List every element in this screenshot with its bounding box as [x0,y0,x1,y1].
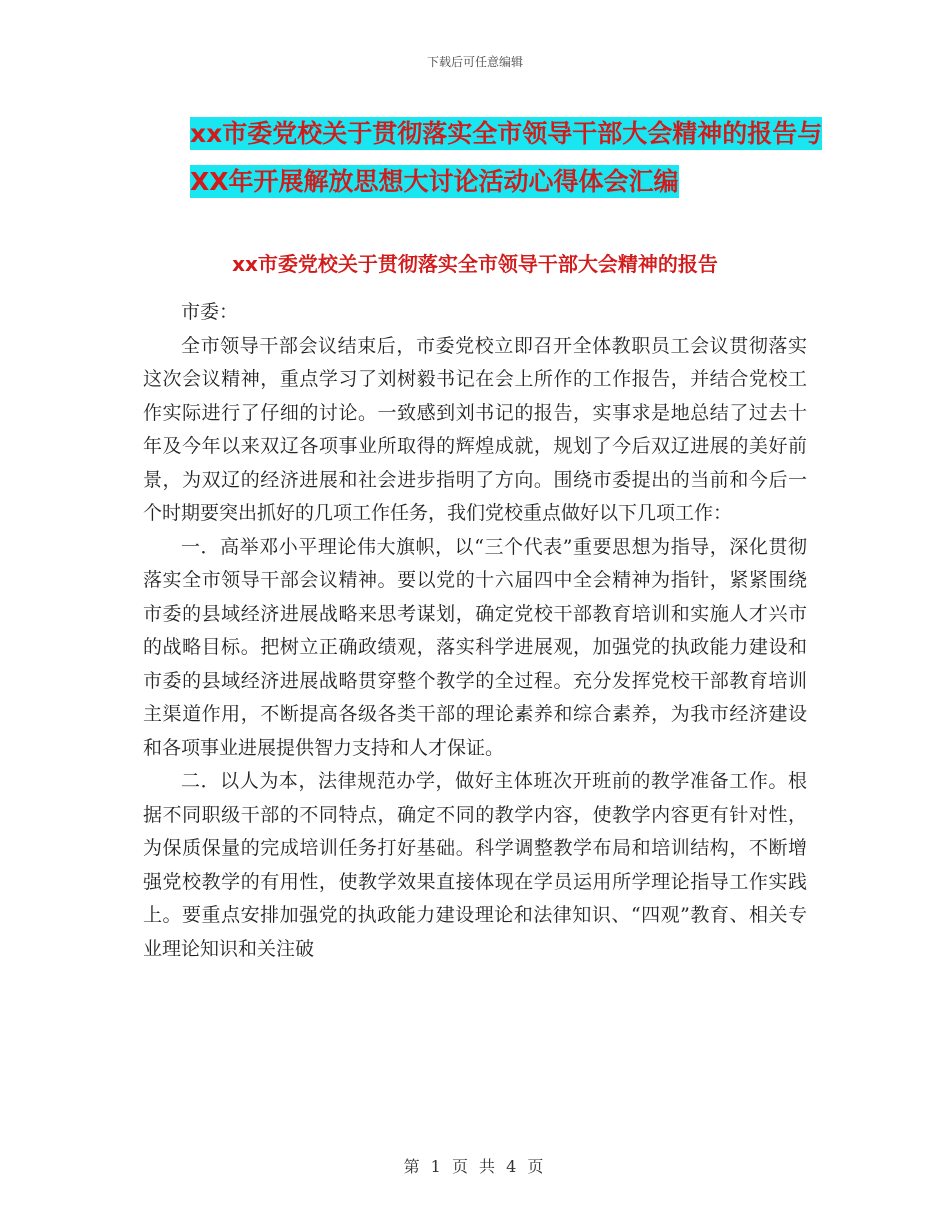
salutation: 市委： [181,301,239,323]
page-footer: 第 1 页 共 4 页 [403,1157,547,1176]
section-title: xx市委党校关于贯彻落实全市领导干部大会精神的报告 [232,252,718,276]
highlighted-title-text: xx市委党校关于贯彻落实全市领导干部大会精神的报告与XX年开展解放思想大讨论活动心得体会汇编 [190,119,823,196]
paragraph-point-two: 二．以人为本，法律规范办学，做好主体班次开班前的教学准备工作。根据不同职级干部的不同特点，确定不同的教学内容，使教学内容更有针对性，为保质保量的完成培训任务打好基础。科学调整教学布局和培训结构，不断增强党校教学的有用性，使教学效果直接体现在学员运用所学理论指导工作实践上。要重点安排加强党的执政能力建设理论和法律知识、“四观”教育、相关专业理论知识和关注破 [143,770,807,960]
paragraph-intro: 全市领导干部会议结束后，市委党校立即召开全体教职员工会议贯彻落实这次会议精神，重点学习了刘树毅书记在会上所作的工作报告，并结合党校工作实际进行了仔细的讨论。一致感到刘书记的报告，实事求是地总结了过去十年及今年以来双辽各项事业所取得的辉煌成就，规划了今后双辽进展的美好前景，为双辽的经济进展和社会进步指明了方向。围绕市委提出的当前和今后一个时期要突出抓好的几项工作任务，我们党校重点做好以下几项工作： [143,334,807,524]
document-title [190,110,830,206]
document-body [143,296,807,966]
paragraph-point-one: 一．高举邓小平理论伟大旗帜，以“三个代表”重要思想为指导，深化贯彻落实全市领导干部会议精神。要以党的十六届四中全会精神为指针，紧紧围绕市委的县域经济进展战略来思考谋划，确定党校干部教育培训和实施人才兴市的战略目标。把树立正确政绩观，落实科学进展观，加强党的执政能力建设和市委的县域经济进展战略贯穿整个教学的全过程。充分发挥党校干部教育培训主渠道作用，不断提高各级各类干部的理论素养和综合素养，为我市经济建设和各项事业进展提供智力支持和人才保证。 [143,535,807,759]
header-note: 下载后可任意编辑 [426,55,523,69]
